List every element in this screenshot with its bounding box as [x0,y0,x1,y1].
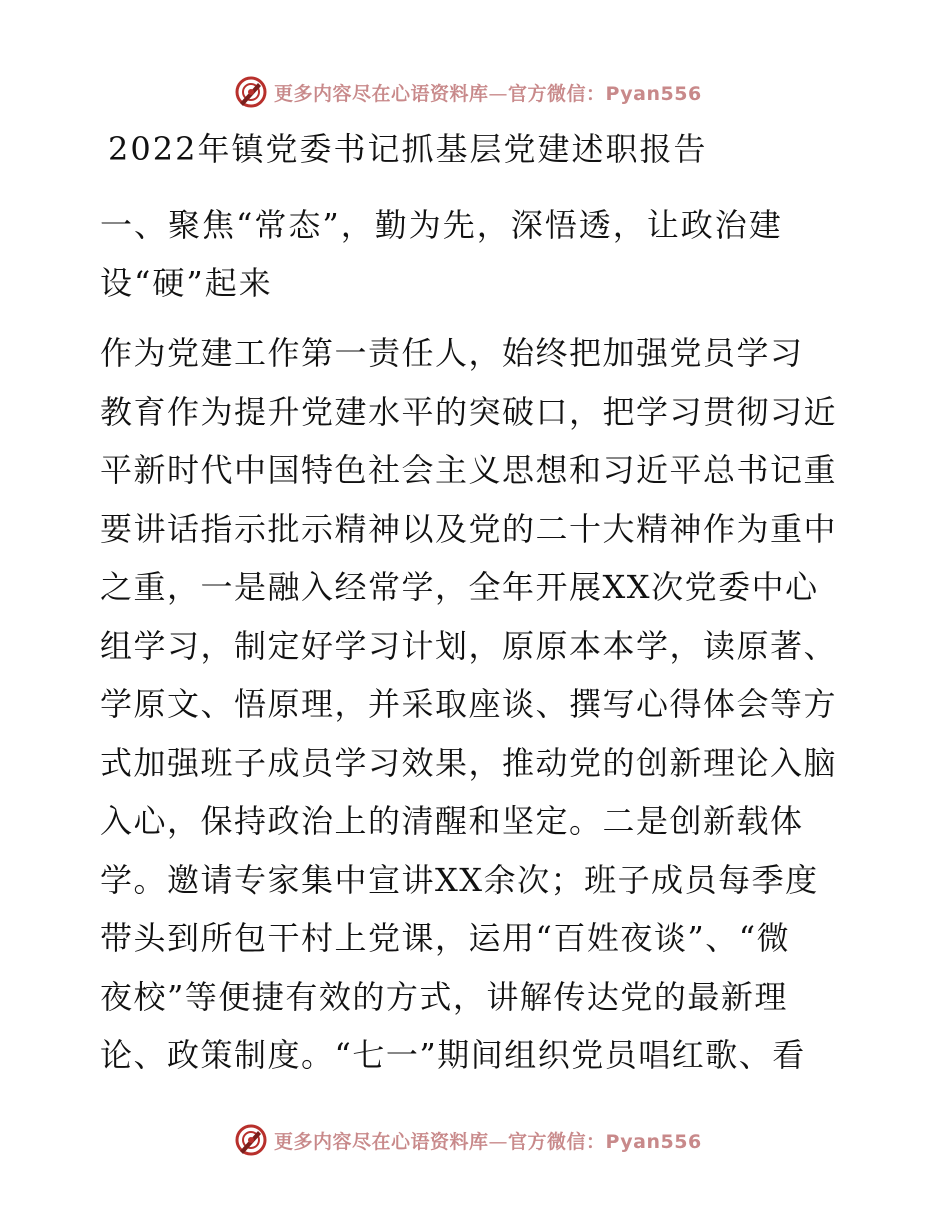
body-line: 作为党建工作第一责任人，始终把加强党员学习 [100,334,804,372]
footer-watermark-banner [234,1120,702,1160]
document-title: 2022年镇党委书记抓基层党建述职报告 [108,130,708,168]
footer-banner-main: 更多内容尽在心语资料库 [274,1130,489,1153]
body-line: 学。邀请专家集中宣讲XX余次；班子成员每季度 [100,860,819,899]
body-paragraph [100,324,860,1085]
section-heading [100,196,860,312]
brand-logo-icon [234,1123,268,1157]
footer-banner-contact: 官方微信：Pyan556 [508,1130,702,1153]
body-line: 之重，一是融入经常学，全年开展XX次党委中心 [100,568,819,606]
section-heading-line: 一、聚焦“常态”，勤为先，深悟透，让政治建 [100,206,783,244]
footer-banner-text [274,1127,702,1154]
body-line: 要讲话指示批示精神以及党的二十大精神作为重中 [100,509,838,548]
body-line: 夜校”等便捷有效的方式，讲解传达党的最新理 [100,977,788,1016]
body-line: 式加强班子成员学习效果，推动党的创新理论入脑 [100,743,838,782]
header-banner-main: 更多内容尽在心语资料库 [274,82,489,105]
body-line: 入心，保持政治上的清醒和坚定。二是创新载体 [100,802,804,840]
footer-banner-separator: — [488,1130,509,1153]
body-line: 论、政策制度。“七一”期间组织党员唱红歌、看 [100,1036,806,1074]
body-line: 平新时代中国特色社会主义思想和习近平总书记重 [100,451,838,489]
header-banner-contact: 官方微信：Pyan556 [508,82,702,105]
body-line: 学原文、悟原理，并采取座谈、撰写心得体会等方 [100,685,838,723]
brand-logo-icon [234,75,268,109]
body-line: 组学习，制定好学习计划，原原本本学，读原著、 [100,626,838,665]
body-line: 带头到所包干村上党课，运用“百姓夜谈”、“微 [100,919,791,957]
header-watermark-banner [234,72,702,112]
body-line: 教育作为提升党建水平的突破口，把学习贯彻习近 [100,392,838,431]
section-heading-line: 设“硬”起来 [100,264,273,302]
header-banner-separator: — [488,82,509,105]
header-banner-text [274,79,702,106]
